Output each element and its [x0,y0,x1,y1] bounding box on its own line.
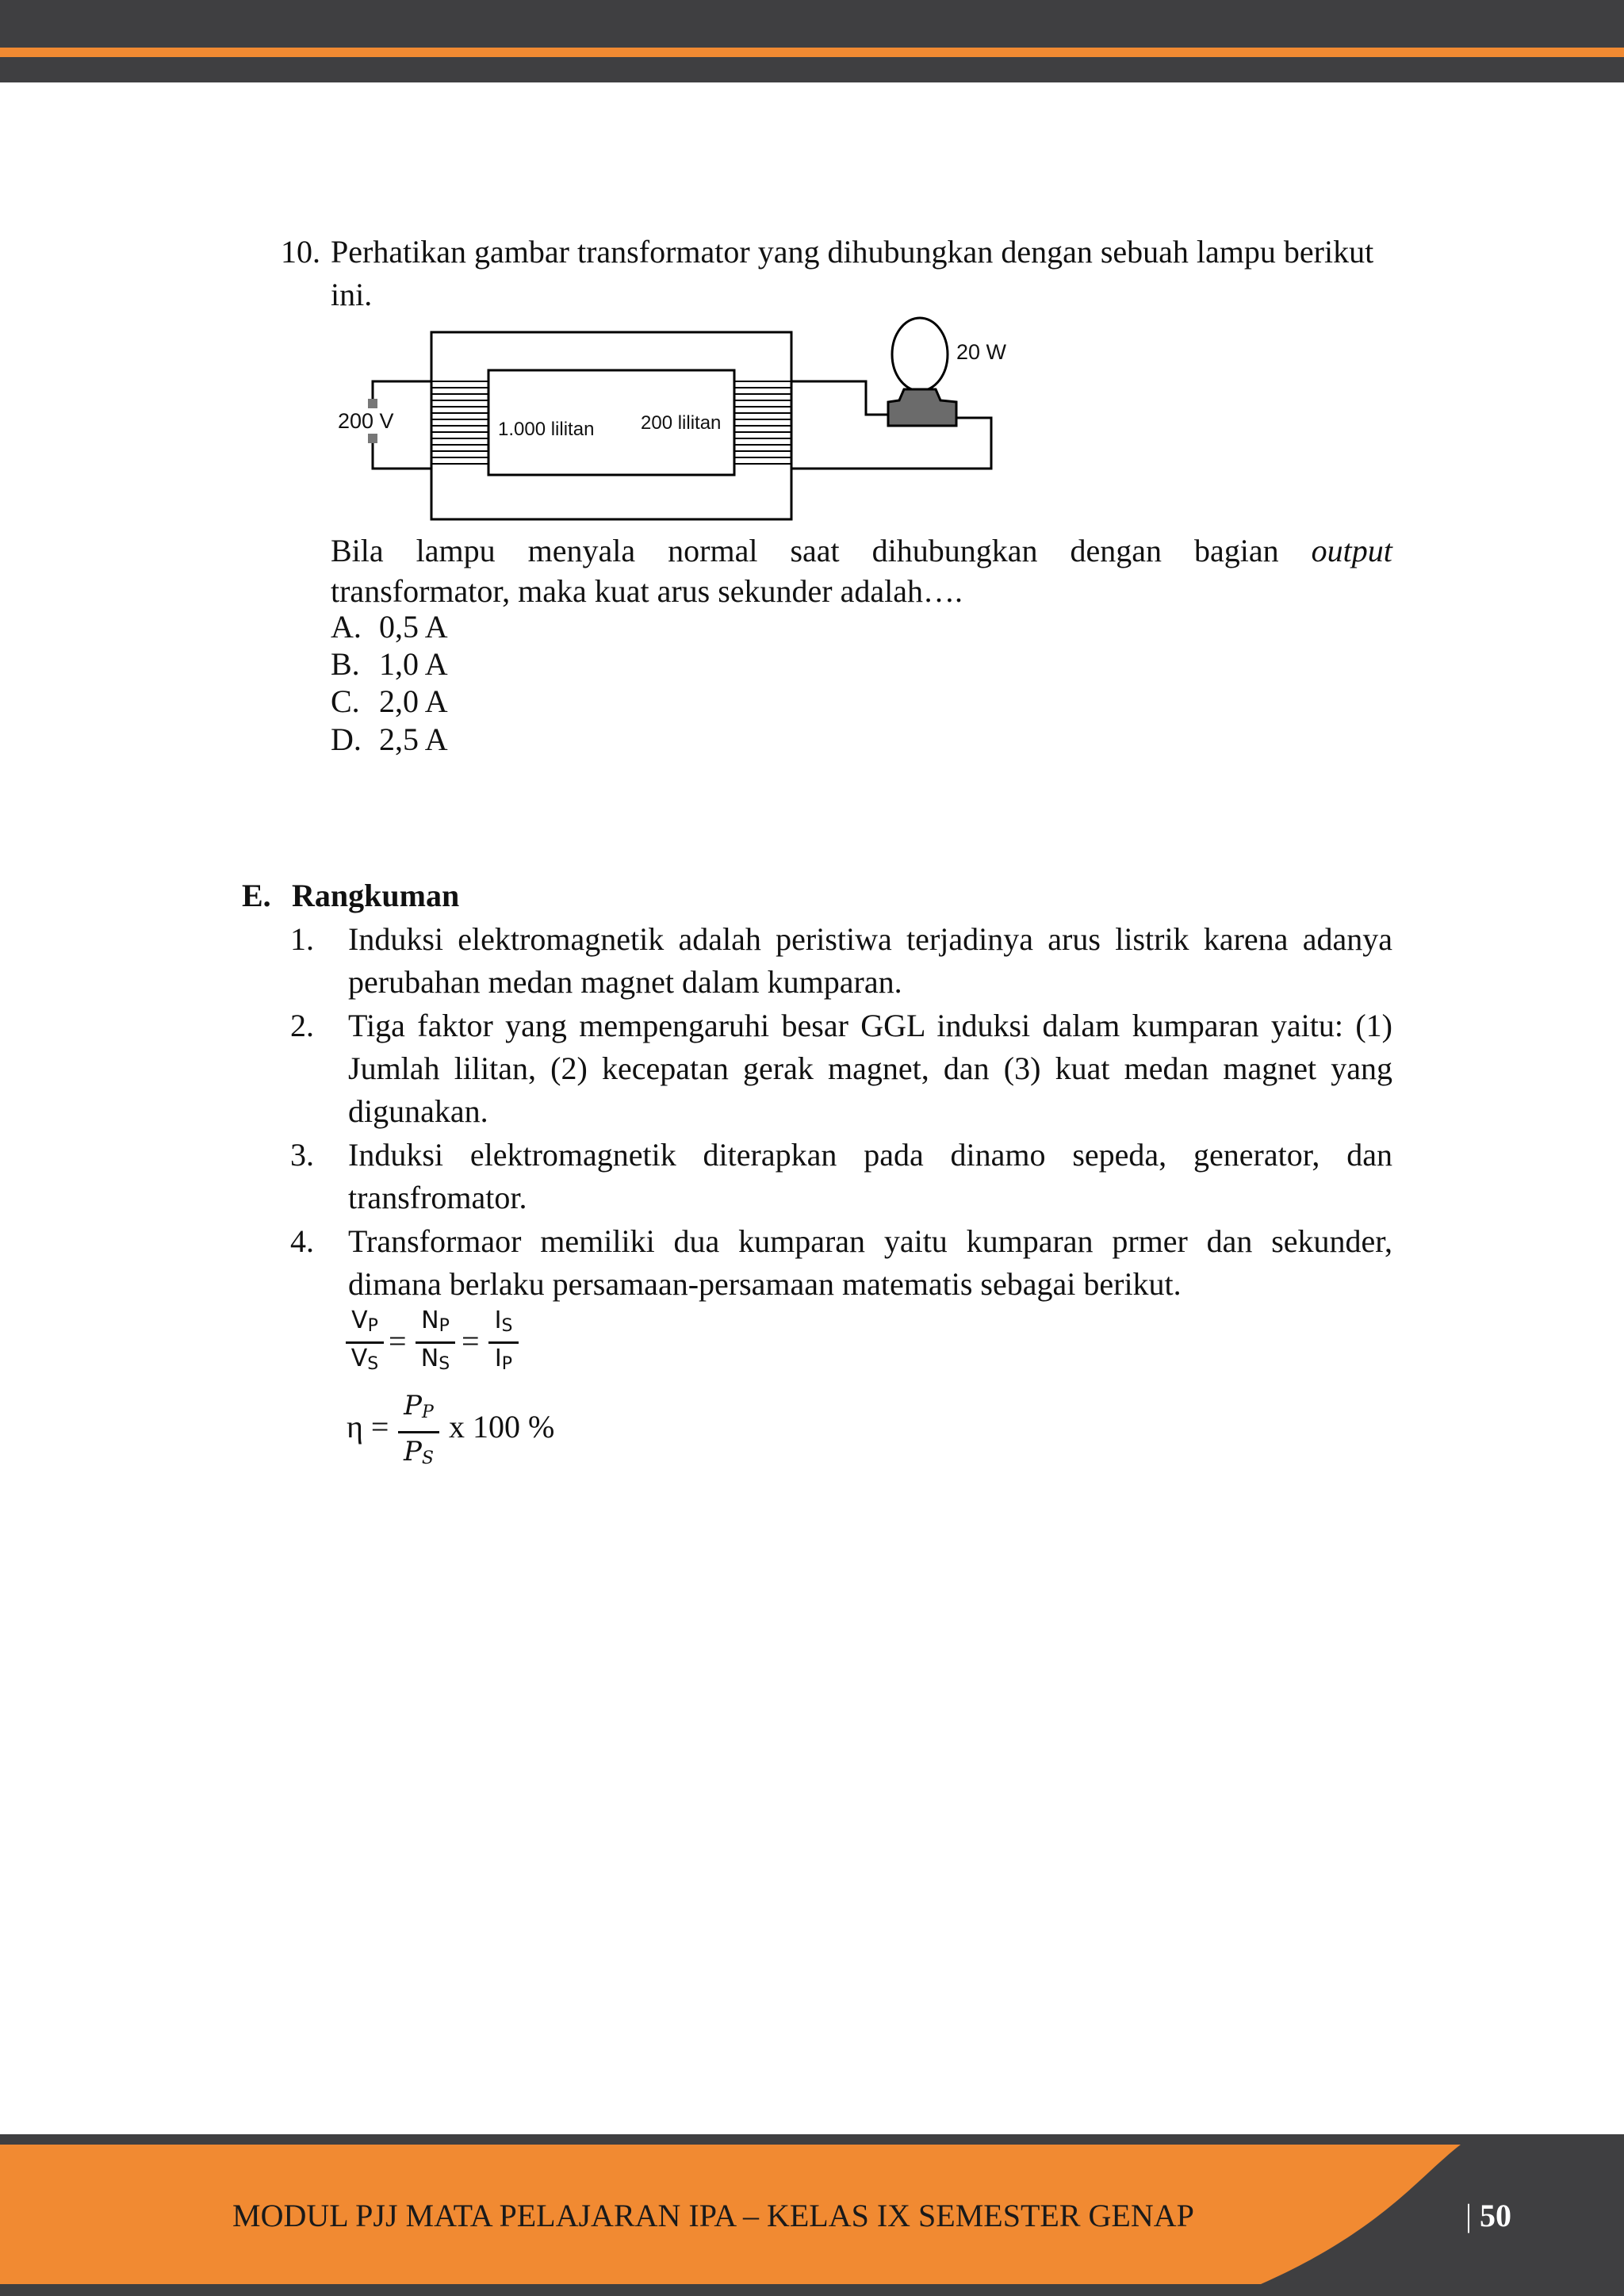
word-italic-output: output [1311,533,1392,568]
footer-title: MODUL PJJ MATA PELAJARAN IPA – KELAS IX SEMESTER GENAP [232,2198,1194,2233]
summary-item-3-line2: transfromator. [348,1180,527,1215]
question-body-line1 [331,530,1392,572]
section-letter: E. [242,878,271,913]
fraction-turns: $\frac{N_P}{N_S}$ [416,1306,455,1380]
word: Bila [331,533,384,568]
question-number: 10. [281,234,320,270]
summary-item-number: 3. [290,1137,314,1173]
summary-item-number: 1. [290,921,314,957]
header-bar [0,0,1624,48]
fraction-power: $\frac{P_P}{P_S}$ [398,1387,439,1477]
summary-item-4-line2: dimana berlaku persamaan-persamaan matematis sebagai berikut. [348,1266,1182,1302]
summary-item-2-line1: Tiga faktor yang mempengaruhi besar GGL induksi dalam kumparan yaitu: (1) [348,1008,1392,1043]
input-voltage-label: 200 V [338,409,394,433]
word: saat [790,533,840,568]
summary-item-1-line2: perubahan medan magnet dalam kumparan. [348,964,902,1000]
eta-equals: η = [347,1409,389,1445]
secondary-coil [734,381,791,464]
word: bagian [1194,533,1279,568]
fraction-voltage: $\frac{V_P}{V_S}$ [346,1306,384,1380]
page-number-divider: | [1465,2198,1473,2233]
question-text-line1: Perhatikan gambar transformator yang dihubungkan dengan sebuah lampu berikut [331,234,1374,270]
header-accent-stripe [0,48,1624,57]
option-c-text: 2,0 A [379,683,448,719]
option-b-letter: B. [331,646,360,682]
transformer-diagram [325,313,1039,535]
lamp-bulb [892,318,948,391]
fraction-current: $\frac{I_S}{I_P}$ [488,1306,519,1380]
primary-coil [431,381,488,464]
option-c-letter: C. [331,683,360,719]
word: lampu [416,533,496,568]
word: dihubungkan [871,533,1038,568]
equals-sign: = [462,1323,480,1359]
word: dengan [1070,533,1162,568]
page-number-value: 50 [1480,2198,1512,2233]
page-number [1465,2195,1511,2237]
efficiency-suffix: x 100 % [449,1409,555,1445]
equals-sign: = [389,1323,407,1359]
summary-item-3-line1: Induksi elektromagnetik diterapkan pada dinamo sepeda, generator, dan [348,1137,1392,1173]
option-d-text: 2,5 A [379,721,448,757]
secondary-turns-label: 200 lilitan [641,412,722,434]
option-d-letter: D. [331,721,362,757]
summary-item-number: 2. [290,1008,314,1043]
option-a-letter: A. [331,609,362,645]
option-b-text: 1,0 A [379,646,448,682]
input-terminal-top [368,399,377,408]
word: normal [668,533,758,568]
question-text-line2: ini. [331,277,373,312]
word: menyala [527,533,636,568]
section-title: Rangkuman [292,878,460,913]
summary-item-2-line3: digunakan. [348,1093,488,1129]
input-terminal-bottom [368,434,377,443]
lamp-base [888,389,956,426]
question-body-line2: transformator, maka kuat arus sekunder adalah…. [331,573,963,609]
summary-item-4-line1: Transformaor memiliki dua kumparan yaitu kumparan prmer dan sekunder, [348,1223,1392,1259]
summary-item-1-line1: Induksi elektromagnetik adalah peristiwa terjadinya arus listrik karena adanya [348,921,1392,957]
summary-item-2-line2: Jumlah lilitan, (2) kecepatan gerak magnet, dan (3) kuat medan magnet yang [348,1050,1392,1086]
header-bar-lower [0,57,1624,82]
option-a-text: 0,5 A [379,609,448,645]
primary-turns-label: 1.000 lilitan [498,419,595,440]
lamp-power-label: 20 W [956,340,1007,364]
summary-item-number: 4. [290,1223,314,1259]
